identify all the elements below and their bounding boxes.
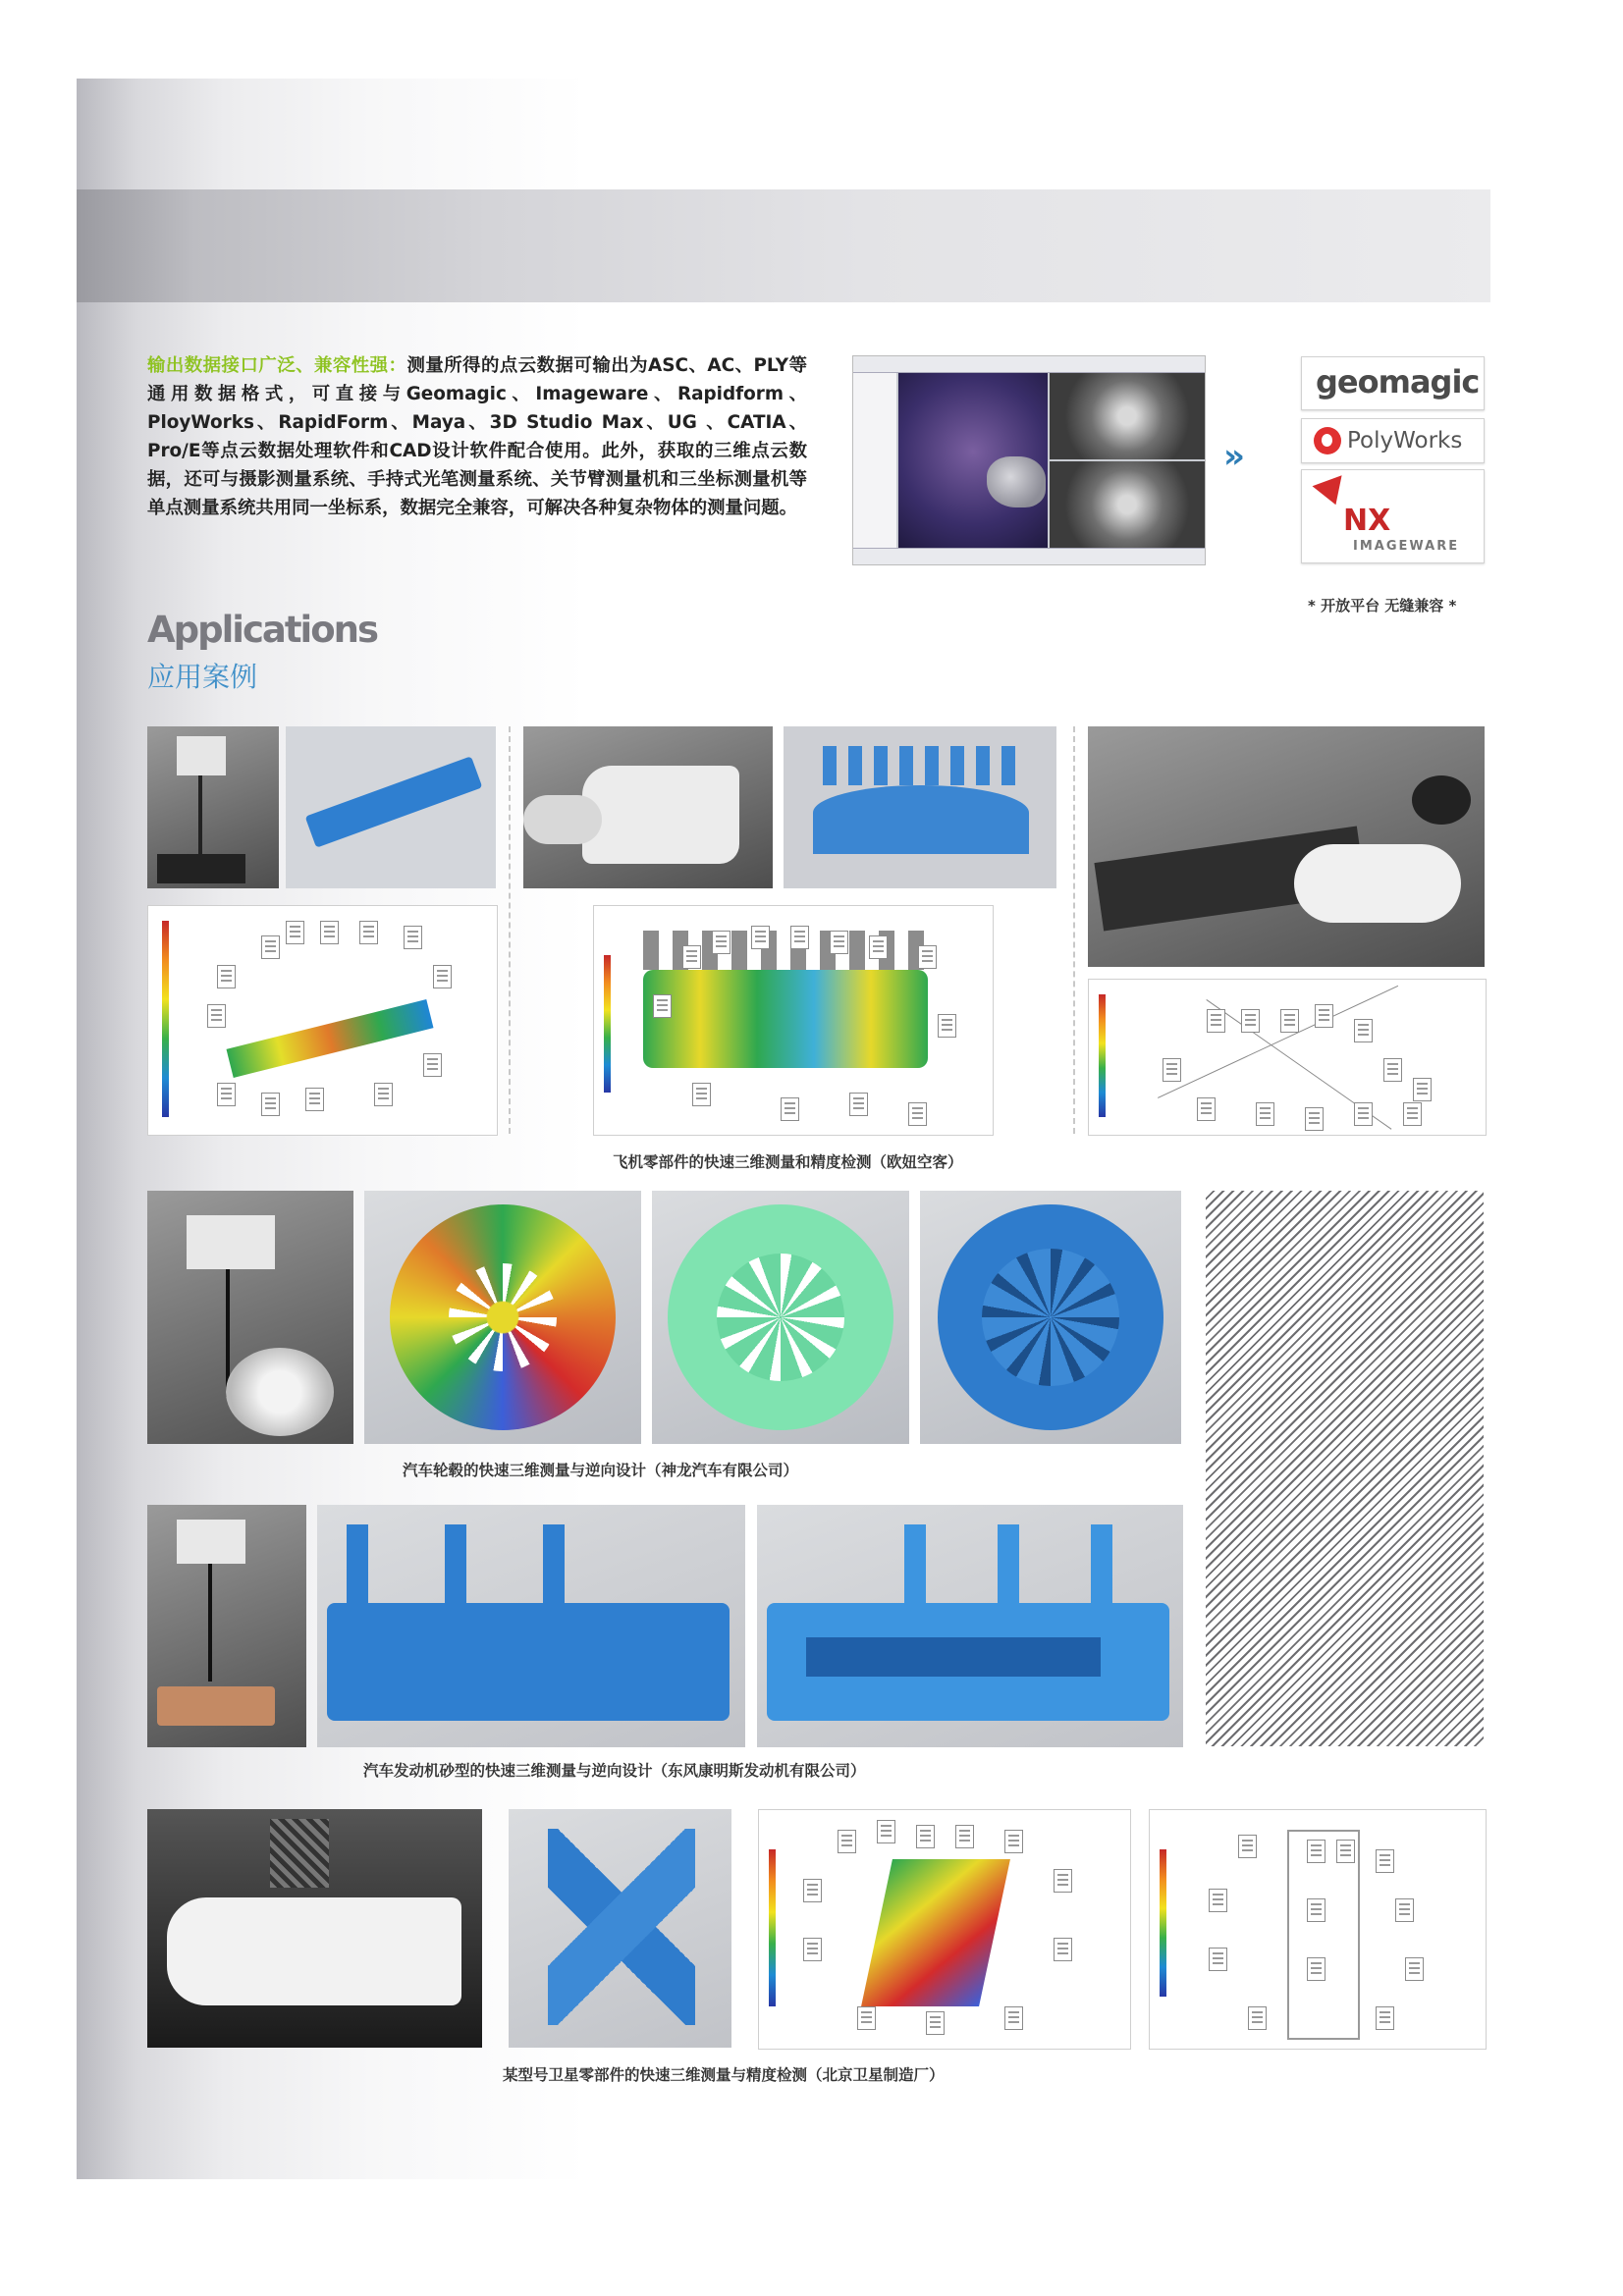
intro-highlight: 输出数据接口广泛、兼容性强： bbox=[147, 355, 407, 376]
photo-wheel-green bbox=[652, 1191, 909, 1444]
divider bbox=[509, 726, 511, 1134]
nx-imageware-logo: NX IMAGEWARE bbox=[1301, 469, 1485, 563]
color-scale bbox=[769, 1849, 776, 2006]
photo-scanner-tripod bbox=[147, 726, 279, 888]
deviation-panel-strip bbox=[147, 905, 498, 1136]
photo-scanner-mould bbox=[147, 1505, 306, 1747]
polyworks-logo-icon bbox=[1314, 427, 1341, 454]
photo-wheel-deviation bbox=[364, 1191, 641, 1444]
photo-blue-bracket bbox=[784, 726, 1056, 888]
color-scale bbox=[1099, 994, 1106, 1117]
divider bbox=[1073, 726, 1075, 1134]
caption-satellite: 某型号卫星零部件的快速三维测量与精度检测（北京卫星制造厂） bbox=[503, 2066, 945, 2084]
color-scale bbox=[604, 955, 611, 1093]
photo-mould-blue-1 bbox=[317, 1505, 745, 1747]
open-platform-tag: * 开放平台 无缝兼容 * bbox=[1308, 597, 1457, 614]
photo-wheel-blue bbox=[920, 1191, 1181, 1444]
header-band bbox=[77, 189, 1490, 302]
software-tree-panel bbox=[853, 373, 896, 548]
geomagic-logo: geomagic bbox=[1301, 356, 1485, 410]
photo-scanning-aircraft-duct bbox=[1088, 726, 1485, 967]
software-view-bottom bbox=[1050, 461, 1205, 548]
color-scale bbox=[1160, 1849, 1166, 1997]
software-3d-view bbox=[898, 373, 1048, 548]
color-scale bbox=[162, 921, 169, 1117]
deviation-panel-satellite-2 bbox=[1149, 1809, 1487, 2050]
photo-scanner-aircraft-part bbox=[523, 726, 773, 888]
photo-scanner-wheel bbox=[147, 1191, 353, 1444]
pointcloud-part bbox=[987, 456, 1046, 507]
section-title-cn: 应用案例 bbox=[147, 661, 258, 693]
hatched-panel bbox=[1206, 1191, 1484, 1746]
caption-aircraft: 飞机零部件的快速三维测量和精度检测（欧妞空客） bbox=[613, 1153, 963, 1171]
software-view-top bbox=[1050, 373, 1205, 459]
software-statusbar bbox=[853, 548, 1205, 564]
photo-mould-blue-2 bbox=[757, 1505, 1183, 1747]
photo-satellite-blue-part bbox=[509, 1809, 731, 2048]
intro-paragraph bbox=[147, 351, 807, 522]
photo-scanner-satellite bbox=[147, 1809, 482, 2048]
polyworks-logo: PolyWorks bbox=[1301, 418, 1485, 463]
deviation-strip bbox=[226, 999, 433, 1078]
caption-engine: 汽车发动机砂型的快速三维测量与逆向设计（东风康明斯发动机有限公司） bbox=[363, 1762, 866, 1780]
section-title-en: Applications bbox=[147, 609, 378, 651]
intro-body: 测量所得的点云数据可输出为ASC、AC、PLY等通用数据格式，可直接与Geomagic、Imageware、Rapidform、PloyWorks、RapidForm、Maya、3D Studio Max、UG 、CATIA、 Pro/E等点云数据处理软件和CAD设计软件配合使用。此外，获取的三维点云数据，还可与摄影测量系统、手持式光笔测量系统、关节臂测量机和三坐标测量机等单点测量系统共用同一坐标系，数据完全兼容，可解决各种复杂物体的测量问题。 bbox=[147, 355, 807, 518]
double-chevron-right-icon: ›› bbox=[1223, 437, 1240, 476]
software-screenshot bbox=[852, 355, 1206, 565]
deviation-panel-satellite-1 bbox=[758, 1809, 1131, 2050]
caption-wheel: 汽车轮毂的快速三维测量与逆向设计（神龙汽车有限公司） bbox=[403, 1462, 799, 1479]
software-toolbar bbox=[853, 356, 1205, 373]
deviation-panel-bracket bbox=[593, 905, 994, 1136]
photo-blue-scan-strip bbox=[286, 726, 496, 888]
deviation-panel-duct bbox=[1088, 979, 1487, 1136]
